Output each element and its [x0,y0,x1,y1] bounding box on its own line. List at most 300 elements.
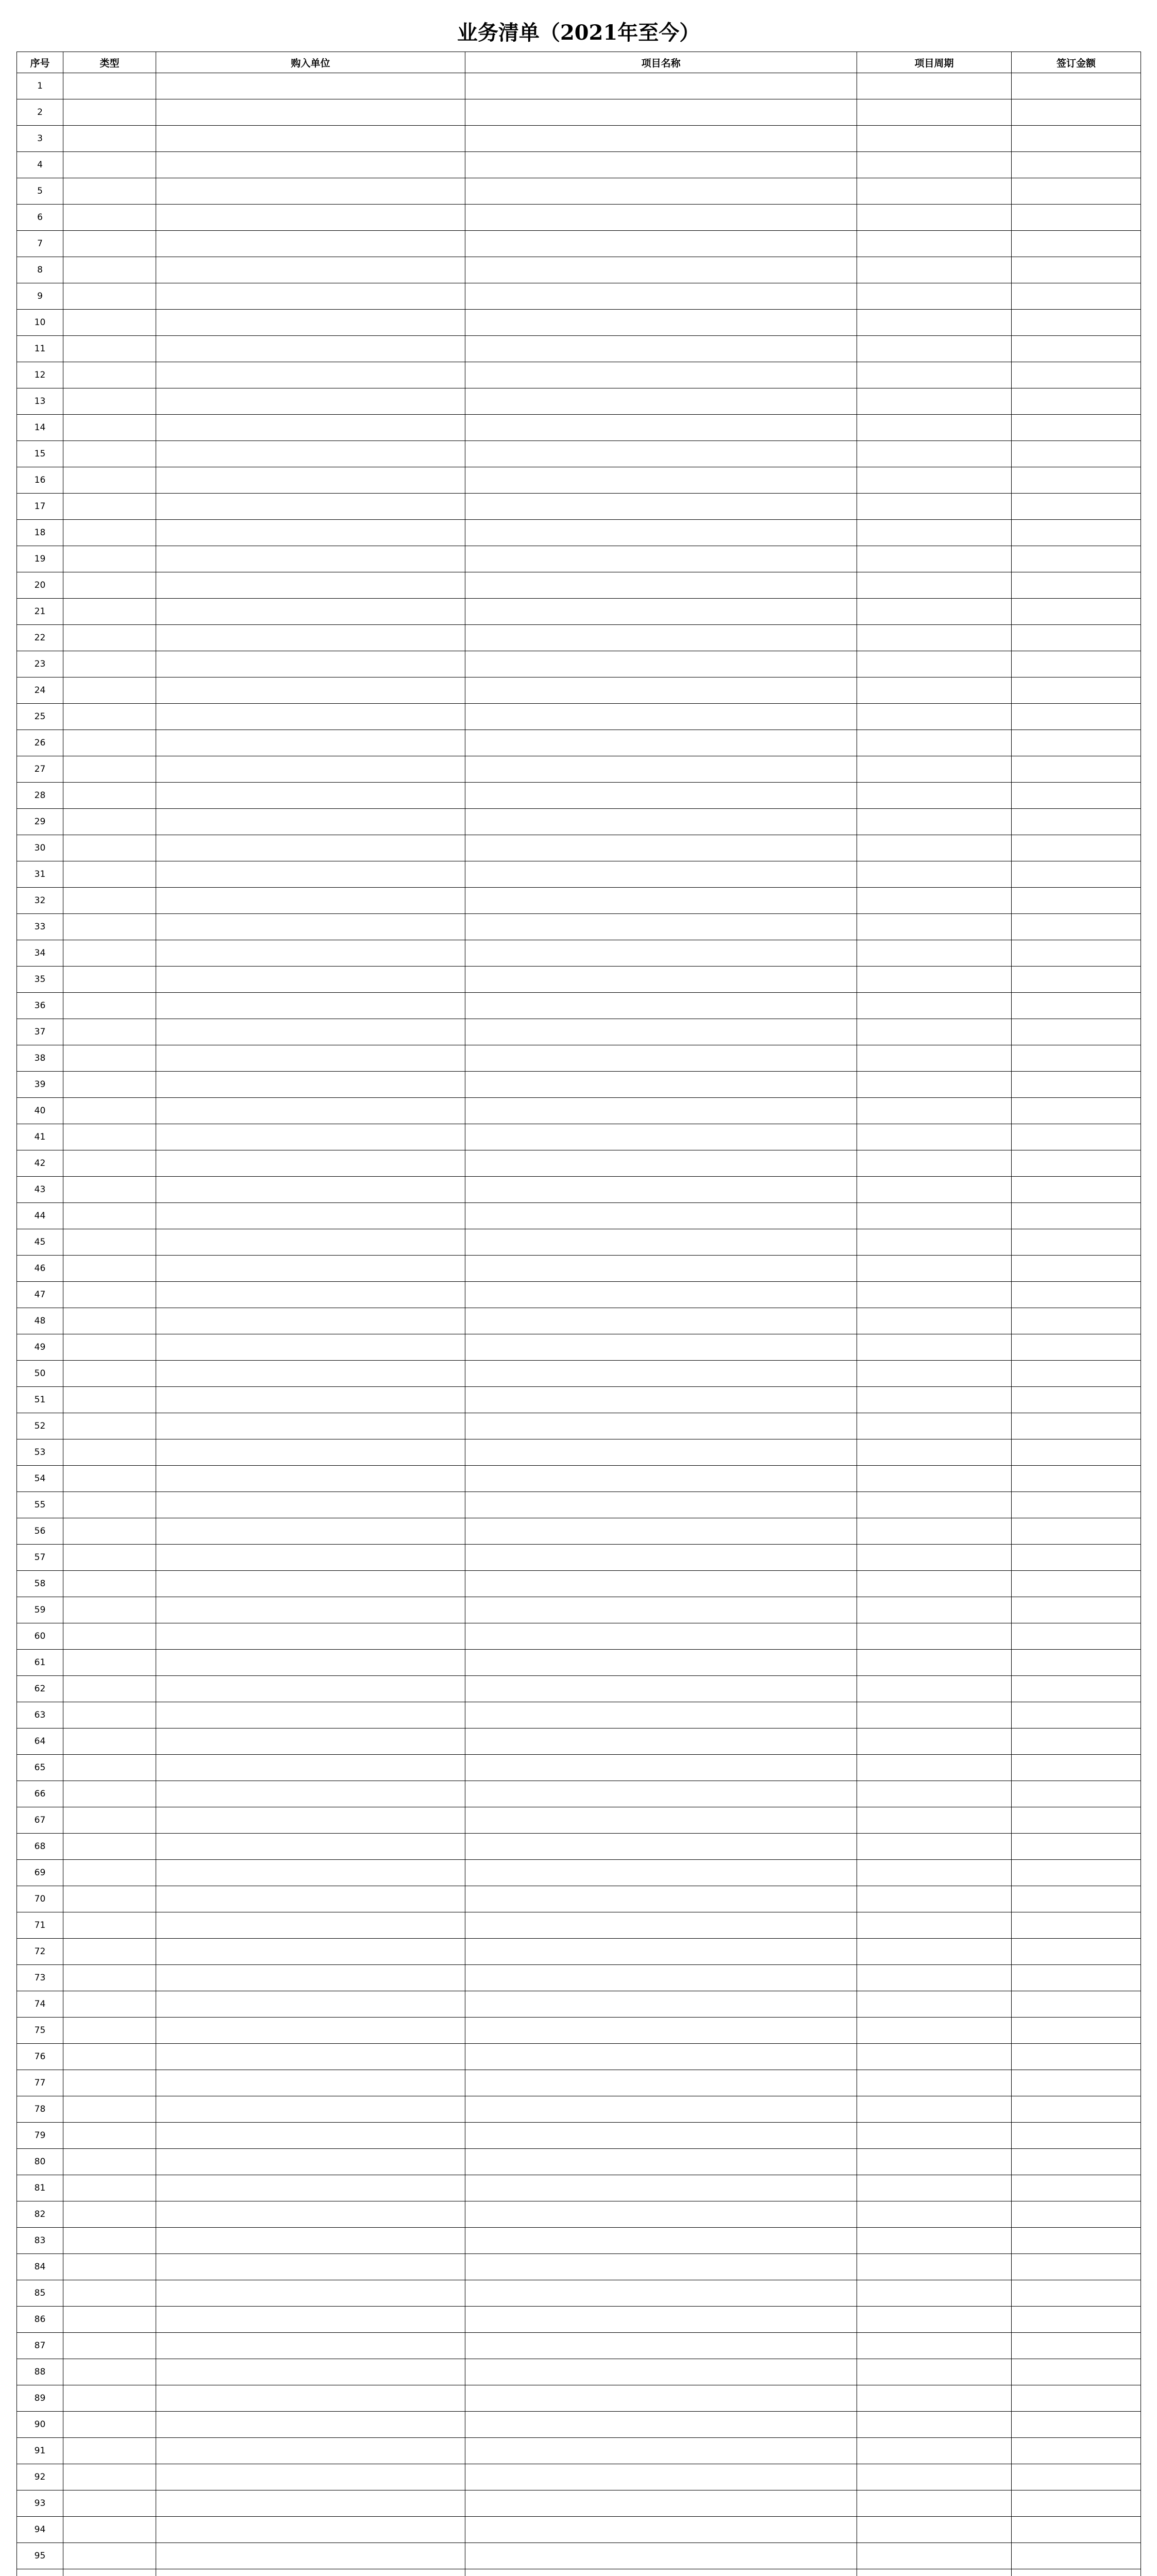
row-project-cell [465,1439,857,1466]
row-org-cell [156,599,465,625]
table-row [17,967,1141,993]
row-type-cell [63,336,156,362]
row-project-cell [465,1834,857,1860]
row-period-cell [857,1177,1012,1203]
row-type-cell [63,677,156,704]
row-type-cell [63,756,156,783]
row-project-cell [465,2385,857,2412]
row-period-cell [857,1413,1012,1439]
row-amount-cell [1012,388,1141,415]
row-org-cell [156,73,465,99]
row-no-cell: 76 [17,2044,63,2070]
table-row [17,1886,1141,1912]
row-period-cell [857,494,1012,520]
table-row [17,1282,1141,1308]
row-type-cell [63,1518,156,1545]
row-no-cell: 74 [17,1991,63,2018]
row-type-cell [63,1177,156,1203]
row-org-cell [156,1571,465,1597]
row-amount-cell [1012,730,1141,756]
row-no-cell: 64 [17,1728,63,1755]
row-project-cell [465,1282,857,1308]
row-project-cell [465,1072,857,1098]
row-amount-cell [1012,1728,1141,1755]
row-type-cell [63,73,156,99]
row-period-cell [857,1072,1012,1098]
row-amount-cell [1012,99,1141,126]
table-row [17,1597,1141,1623]
row-project-cell [465,1229,857,1256]
row-no-cell: 72 [17,1939,63,1965]
table-row [17,1308,1141,1334]
table-row [17,1439,1141,1466]
row-no-cell: 84 [17,2254,63,2280]
row-org-cell [156,1912,465,1939]
row-no-cell: 23 [17,651,63,677]
row-period-cell [857,1387,1012,1413]
row-amount-cell [1012,1098,1141,1124]
row-amount-cell [1012,1571,1141,1597]
row-project-cell [465,2464,857,2490]
row-amount-cell [1012,625,1141,651]
row-no-cell: 38 [17,1045,63,1072]
row-no-cell: 4 [17,152,63,178]
row-period-cell [857,1807,1012,1834]
row-org-cell [156,2359,465,2385]
row-no-cell: 16 [17,467,63,494]
table-row [17,914,1141,940]
row-amount-cell [1012,1413,1141,1439]
row-amount-cell [1012,2307,1141,2333]
row-amount-cell [1012,441,1141,467]
row-org-cell [156,1098,465,1124]
row-no-cell: 45 [17,1229,63,1256]
row-type-cell [63,625,156,651]
table-row [17,809,1141,835]
row-amount-cell [1012,1124,1141,1150]
row-type-cell [63,2517,156,2543]
row-project-cell [465,993,857,1019]
row-amount-cell [1012,914,1141,940]
row-type-cell [63,1045,156,1072]
row-project-cell [465,677,857,704]
table-row [17,1860,1141,1886]
row-project-cell [465,441,857,467]
row-project-cell [465,2123,857,2149]
table-row [17,599,1141,625]
row-no-cell: 93 [17,2490,63,2517]
row-amount-cell [1012,2280,1141,2307]
row-type-cell [63,1150,156,1177]
row-period-cell [857,546,1012,572]
table-row [17,2490,1141,2517]
row-project-cell [465,888,857,914]
row-type-cell [63,861,156,888]
table-row [17,572,1141,599]
row-period-cell [857,1282,1012,1308]
row-amount-cell [1012,205,1141,231]
row-amount-cell [1012,1597,1141,1623]
table-row [17,2307,1141,2333]
row-no-cell: 47 [17,1282,63,1308]
row-amount-cell [1012,1492,1141,1518]
row-type-cell [63,1728,156,1755]
row-type-cell [63,1650,156,1676]
row-no-cell: 2 [17,99,63,126]
row-no-cell: 50 [17,1361,63,1387]
row-period-cell [857,993,1012,1019]
row-period-cell [857,599,1012,625]
row-period-cell [857,2464,1012,2490]
row-period-cell [857,1229,1012,1256]
row-type-cell [63,2333,156,2359]
row-project-cell [465,388,857,415]
table-row [17,2359,1141,2385]
row-period-cell [857,1860,1012,1886]
row-org-cell [156,625,465,651]
row-period-cell [857,1492,1012,1518]
row-org-cell [156,888,465,914]
row-org-cell [156,2254,465,2280]
row-project-cell [465,1334,857,1361]
table-row [17,940,1141,967]
row-amount-cell [1012,1361,1141,1387]
row-amount-cell [1012,1939,1141,1965]
row-period-cell [857,1545,1012,1571]
row-org-cell [156,835,465,861]
table-row [17,1045,1141,1072]
table-row [17,1203,1141,1229]
row-period-cell [857,1571,1012,1597]
row-project-cell [465,2175,857,2201]
row-amount-cell [1012,861,1141,888]
row-amount-cell [1012,1334,1141,1361]
row-amount-cell [1012,415,1141,441]
row-project-cell [465,1256,857,1282]
row-amount-cell [1012,1150,1141,1177]
row-project-cell [465,2490,857,2517]
row-period-cell [857,1256,1012,1282]
row-project-cell [465,1886,857,1912]
row-project-cell [465,494,857,520]
row-org-cell [156,1203,465,1229]
row-org-cell [156,283,465,310]
row-org-cell [156,1834,465,1860]
row-project-cell [465,2254,857,2280]
row-amount-cell [1012,1466,1141,1492]
row-org-cell [156,2149,465,2175]
row-no-cell: 27 [17,756,63,783]
row-type-cell [63,2149,156,2175]
business-list-table [16,52,1141,2576]
row-no-cell: 61 [17,1650,63,1676]
row-period-cell [857,1361,1012,1387]
row-project-cell [465,704,857,730]
row-type-cell [63,1019,156,1045]
row-no-cell: 90 [17,2412,63,2438]
row-type-cell [63,651,156,677]
row-period-cell [857,1439,1012,1466]
row-period-cell [857,2149,1012,2175]
row-org-cell [156,205,465,231]
table-row [17,283,1141,310]
table-row [17,1676,1141,1702]
row-amount-cell [1012,73,1141,99]
row-org-cell [156,1045,465,1072]
row-period-cell [857,1781,1012,1807]
row-no-cell: 6 [17,205,63,231]
row-type-cell [63,1965,156,1991]
row-amount-cell [1012,1702,1141,1728]
row-org-cell [156,1334,465,1361]
row-period-cell [857,362,1012,388]
row-amount-cell [1012,2149,1141,2175]
row-period-cell [857,1203,1012,1229]
row-period-cell [857,2280,1012,2307]
table-row [17,257,1141,283]
row-period-cell [857,2490,1012,2517]
row-type-cell [63,99,156,126]
row-project-cell [465,730,857,756]
row-amount-cell [1012,1177,1141,1203]
row-project-cell [465,99,857,126]
row-org-cell [156,1860,465,1886]
row-project-cell [465,1939,857,1965]
row-amount-cell [1012,1755,1141,1781]
row-project-cell [465,625,857,651]
row-project-cell [465,1492,857,1518]
row-no-cell: 65 [17,1755,63,1781]
row-amount-cell [1012,1965,1141,1991]
row-amount-cell [1012,967,1141,993]
table-row [17,1939,1141,1965]
row-type-cell [63,1308,156,1334]
row-amount-cell [1012,1834,1141,1860]
row-period-cell [857,126,1012,152]
table-row [17,1413,1141,1439]
row-period-cell [857,1597,1012,1623]
table-row [17,1702,1141,1728]
row-period-cell [857,2070,1012,2096]
row-period-cell [857,2359,1012,2385]
row-no-cell: 57 [17,1545,63,1571]
row-type-cell [63,310,156,336]
row-amount-cell [1012,520,1141,546]
document-page [16,14,1141,2576]
row-org-cell [156,1545,465,1571]
row-org-cell [156,1728,465,1755]
table-row [17,178,1141,205]
row-project-cell [465,651,857,677]
row-no-cell: 86 [17,2307,63,2333]
row-org-cell [156,467,465,494]
row-amount-cell [1012,993,1141,1019]
row-no-cell: 36 [17,993,63,1019]
row-type-cell [63,2412,156,2438]
row-amount-cell [1012,362,1141,388]
row-project-cell [465,1965,857,1991]
row-no-cell: 53 [17,1439,63,1466]
row-period-cell [857,2569,1012,2576]
row-project-cell [465,1571,857,1597]
row-project-cell [465,1150,857,1177]
table-row [17,1728,1141,1755]
row-no-cell: 11 [17,336,63,362]
row-period-cell [857,809,1012,835]
row-no-cell: 56 [17,1518,63,1545]
row-period-cell [857,967,1012,993]
row-org-cell [156,2385,465,2412]
table-row [17,1518,1141,1545]
row-type-cell [63,1439,156,1466]
header-period: 项目周期 [857,52,1012,73]
row-org-cell [156,993,465,1019]
row-no-cell: 63 [17,1702,63,1728]
table-row [17,1545,1141,1571]
row-type-cell [63,1702,156,1728]
row-project-cell [465,310,857,336]
row-org-cell [156,677,465,704]
row-no-cell: 73 [17,1965,63,1991]
row-no-cell: 78 [17,2096,63,2123]
table-row [17,704,1141,730]
row-org-cell [156,1939,465,1965]
row-amount-cell [1012,1860,1141,1886]
row-amount-cell [1012,1650,1141,1676]
row-period-cell [857,1466,1012,1492]
row-no-cell: 10 [17,310,63,336]
table-row [17,1991,1141,2018]
row-type-cell [63,1256,156,1282]
row-amount-cell [1012,756,1141,783]
row-period-cell [857,2333,1012,2359]
table-row [17,2201,1141,2228]
row-type-cell [63,2096,156,2123]
row-period-cell [857,1518,1012,1545]
row-period-cell [857,152,1012,178]
row-no-cell: 58 [17,1571,63,1597]
row-org-cell [156,1650,465,1676]
row-type-cell [63,1387,156,1413]
row-no-cell: 60 [17,1623,63,1650]
row-period-cell [857,2307,1012,2333]
row-period-cell [857,283,1012,310]
row-type-cell [63,441,156,467]
row-amount-cell [1012,2569,1141,2576]
row-amount-cell [1012,231,1141,257]
row-no-cell: 71 [17,1912,63,1939]
row-org-cell [156,914,465,940]
row-type-cell [63,2569,156,2576]
row-no-cell: 95 [17,2543,63,2569]
row-org-cell [156,1807,465,1834]
row-type-cell [63,783,156,809]
row-type-cell [63,1676,156,1702]
row-no-cell: 83 [17,2228,63,2254]
row-no-cell: 49 [17,1334,63,1361]
row-period-cell [857,2175,1012,2201]
row-no-cell: 82 [17,2201,63,2228]
row-org-cell [156,1150,465,1177]
row-period-cell [857,231,1012,257]
row-project-cell [465,1650,857,1676]
table-row [17,1755,1141,1781]
row-org-cell [156,2438,465,2464]
row-project-cell [465,1781,857,1807]
row-period-cell [857,1150,1012,1177]
row-period-cell [857,1912,1012,1939]
row-amount-cell [1012,1545,1141,1571]
table-row [17,205,1141,231]
table-row [17,1177,1141,1203]
row-type-cell [63,993,156,1019]
row-type-cell [63,2464,156,2490]
table-row [17,888,1141,914]
row-no-cell: 59 [17,1597,63,1623]
row-project-cell [465,967,857,993]
table-row [17,2149,1141,2175]
row-project-cell [465,2359,857,2385]
row-no-cell: 37 [17,1019,63,1045]
row-amount-cell [1012,940,1141,967]
row-period-cell [857,651,1012,677]
row-period-cell [857,1098,1012,1124]
row-no-cell: 94 [17,2517,63,2543]
row-type-cell [63,2175,156,2201]
row-type-cell [63,362,156,388]
table-row [17,1387,1141,1413]
table-row [17,2175,1141,2201]
row-project-cell [465,546,857,572]
row-amount-cell [1012,257,1141,283]
row-type-cell [63,388,156,415]
row-no-cell: 19 [17,546,63,572]
row-period-cell [857,2412,1012,2438]
row-org-cell [156,1623,465,1650]
row-type-cell [63,1781,156,1807]
row-org-cell [156,362,465,388]
row-period-cell [857,625,1012,651]
row-no-cell: 55 [17,1492,63,1518]
row-no-cell: 1 [17,73,63,99]
table-row [17,2333,1141,2359]
header-type: 类型 [63,52,156,73]
row-org-cell [156,2333,465,2359]
row-type-cell [63,1229,156,1256]
row-type-cell [63,1597,156,1623]
row-org-cell [156,520,465,546]
row-no-cell: 79 [17,2123,63,2149]
row-amount-cell [1012,2359,1141,2385]
row-amount-cell [1012,2175,1141,2201]
row-project-cell [465,835,857,861]
row-no-cell: 48 [17,1308,63,1334]
row-period-cell [857,336,1012,362]
row-no-cell: 31 [17,861,63,888]
row-org-cell [156,415,465,441]
row-project-cell [465,2280,857,2307]
table-row [17,2096,1141,2123]
row-period-cell [857,2123,1012,2149]
table-row [17,1571,1141,1597]
row-period-cell [857,2254,1012,2280]
table-body [17,73,1141,2576]
row-period-cell [857,2228,1012,2254]
row-period-cell [857,2517,1012,2543]
row-project-cell [465,2070,857,2096]
row-org-cell [156,2543,465,2569]
row-period-cell [857,572,1012,599]
